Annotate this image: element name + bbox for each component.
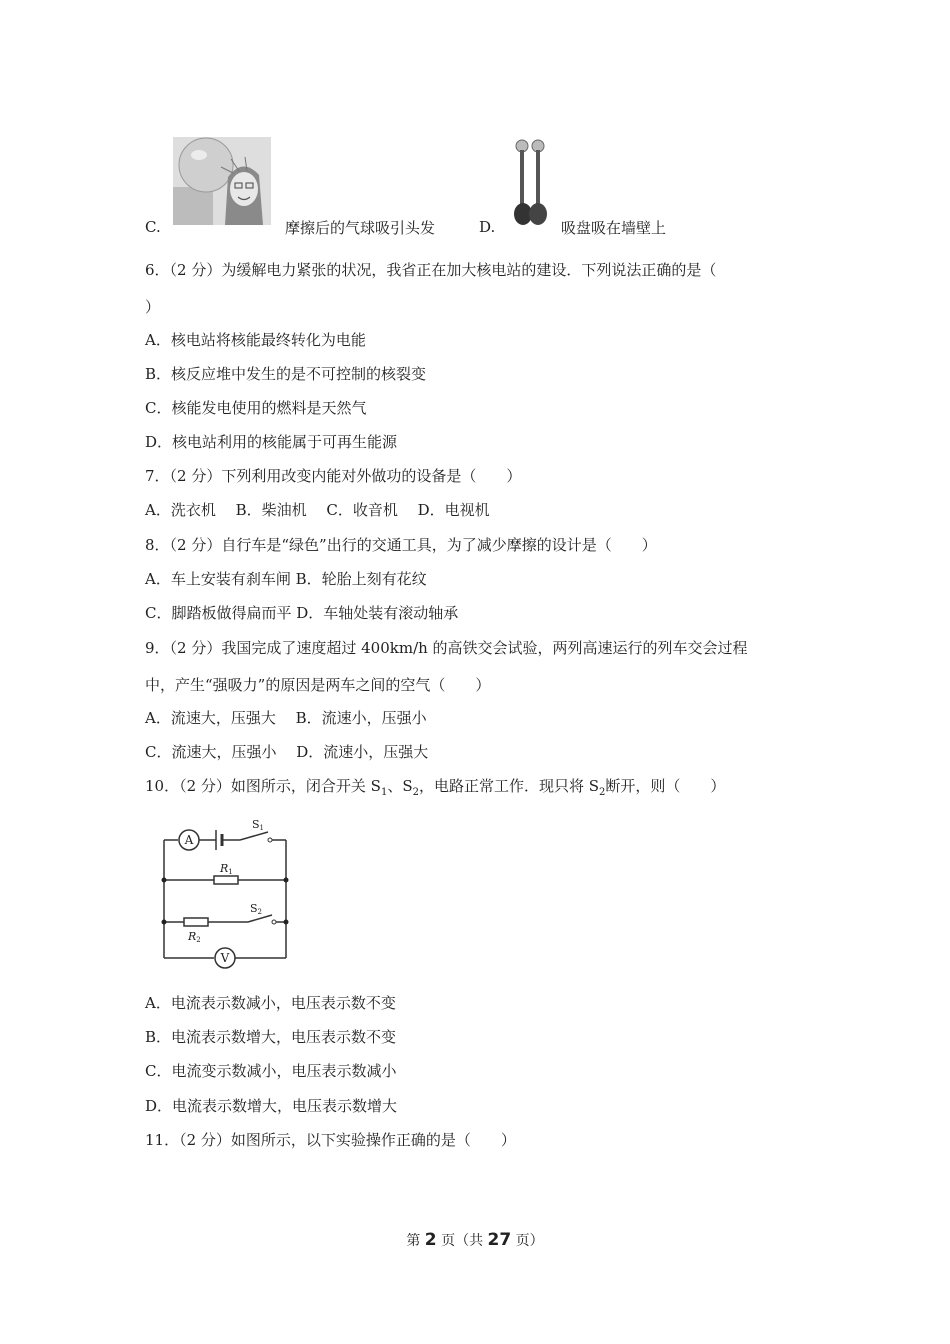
balloon-hair-photo <box>173 137 271 225</box>
q6-stem-line2: ） <box>145 298 161 316</box>
footer-page-number: 2 <box>424 1230 437 1250</box>
q10-option-c: C．电流变示数减小，电压表示数减小 <box>145 1062 397 1080</box>
q9-options-line1: A．流速大，压强大 B．流速小，压强小 <box>145 709 427 727</box>
ammeter-label: A <box>184 833 194 847</box>
q5-option-c-text: 摩擦后的气球吸引头发 <box>285 219 436 237</box>
q10-option-b: B．电流表示数增大，电压表示数不变 <box>145 1028 397 1046</box>
q5-option-d-text: 吸盘吸在墙壁上 <box>561 219 667 237</box>
r2-label: R2 <box>188 930 201 944</box>
s2-label: S2 <box>250 902 263 916</box>
q10-s2-subscript: 2 <box>412 787 419 798</box>
q10-s1-subscript: 1 <box>380 787 388 798</box>
q6-option-c: C．核能发电使用的燃料是天然气 <box>145 399 367 417</box>
s1-label: S1 <box>252 818 265 832</box>
switch-s2 <box>248 915 272 922</box>
q7-stem: 7．（2 分）下列利用改变内能对外做功的设备是（ ） <box>145 467 522 485</box>
q6-option-a: A．核电站将核能最终转化为电能 <box>145 331 366 349</box>
q10-option-d: D．电流表示数增大，电压表示数增大 <box>145 1097 398 1115</box>
q10-stem-part-c: ，电路正常工作．现只将 S <box>418 777 600 795</box>
q10-option-a: A．电流表示数减小，电压表示数不变 <box>145 994 396 1012</box>
q8-options-line2: C．脚踏板做得扁而平 D．车轴处装有滚动轴承 <box>145 604 459 622</box>
q8-options-line1: A．车上安装有刹车闸 B．轮胎上刻有花纹 <box>145 570 427 588</box>
q6-option-d: D．核电站利用的核能属于可再生能源 <box>145 433 398 451</box>
q10-stem <box>145 776 725 803</box>
q8-stem: 8．（2 分）自行车是“绿色”出行的交通工具，为了减少摩擦的设计是（ ） <box>145 536 657 554</box>
q10-stem-part-d: 断开，则（ ） <box>605 777 726 795</box>
q9-options-line2: C．流速大，压强小 D．流速小，压强大 <box>145 743 429 761</box>
switch-s1 <box>240 832 268 840</box>
q10-stem-part-b: 、S <box>387 777 413 795</box>
voltmeter-label: V <box>220 951 230 965</box>
r1-label: R1 <box>220 862 233 876</box>
footer-mid: 页（共 <box>441 1233 484 1249</box>
q5-option-d-letter: D. <box>479 218 496 236</box>
q10-s2b-subscript: 2 <box>599 787 606 798</box>
q9-stem-line1: 9．（2 分）我国完成了速度超过 400km/h 的高铁交会试验，两列高速运行的列车交会过程 <box>145 639 748 657</box>
footer-total-pages: 27 <box>487 1230 512 1250</box>
footer-pre: 第 <box>406 1233 421 1249</box>
q5-option-c-letter: C. <box>145 218 161 236</box>
resistor-r1 <box>214 876 238 884</box>
q10-stem-part-a: 10．（2 分）如图所示，闭合开关 S <box>145 777 381 795</box>
q7-options: A．洗衣机 B．柴油机 C．收音机 D．电视机 <box>145 501 490 519</box>
resistor-r2 <box>184 918 208 926</box>
footer-post: 页） <box>515 1233 544 1249</box>
q6-stem-line1: 6．（2 分）为缓解电力紧张的状况，我省正在加大核电站的建设．下列说法正确的是（ <box>145 261 717 279</box>
page-footer <box>0 1230 950 1250</box>
q6-option-b: B．核反应堆中发生的是不可控制的核裂变 <box>145 365 427 383</box>
q9-stem-line2: 中，产生“强吸力”的原因是两车之间的空气（ ） <box>145 676 491 694</box>
q11-stem: 11．（2 分）如图所示，以下实验操作正确的是（ ） <box>145 1131 516 1149</box>
suction-cup-photo <box>505 138 553 230</box>
circuit-diagram <box>150 812 300 974</box>
